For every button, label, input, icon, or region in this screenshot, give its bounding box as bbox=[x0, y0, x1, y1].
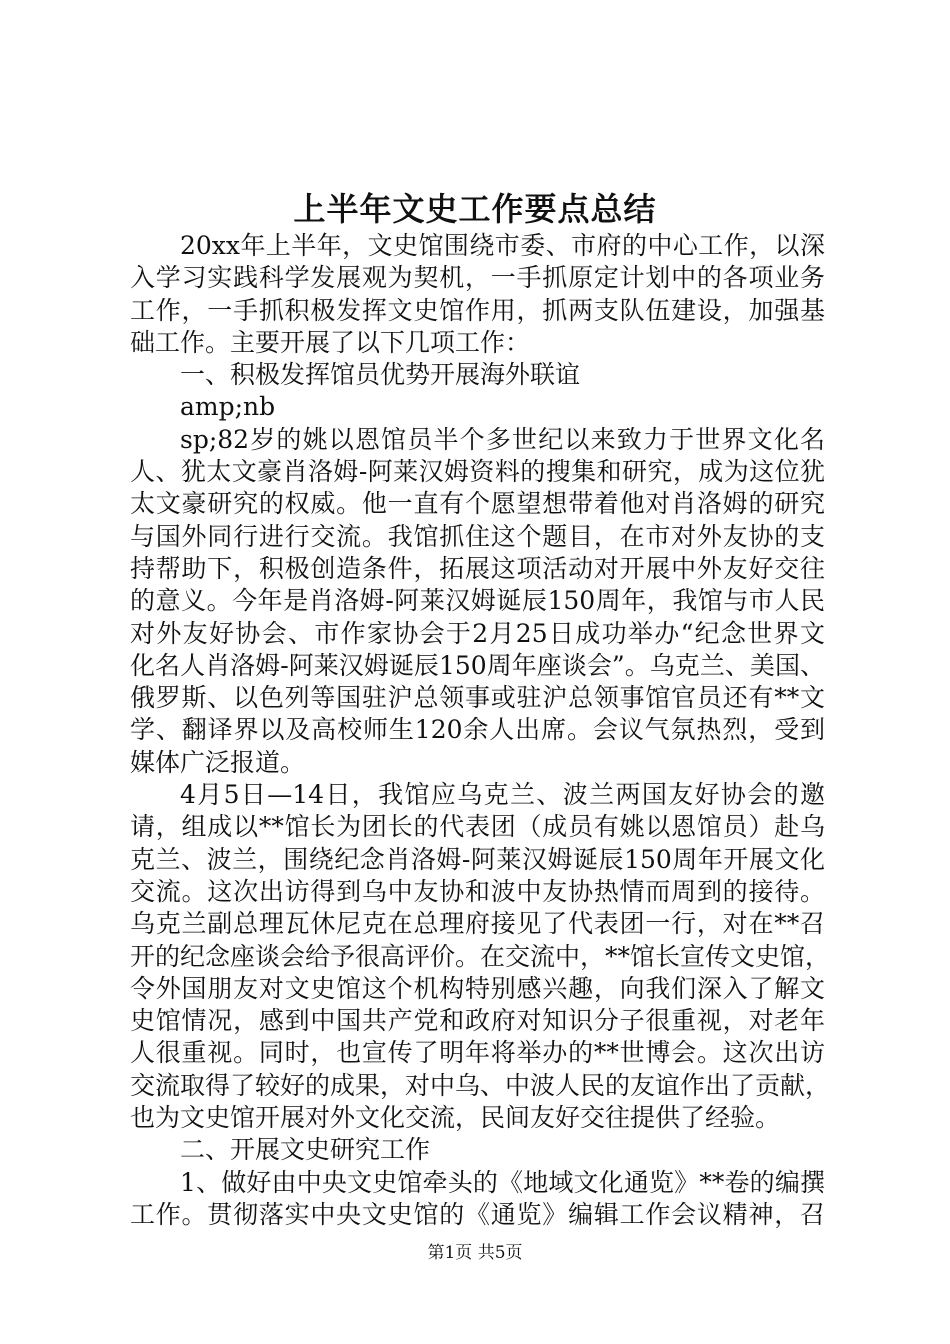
paragraph-line: 媒体广泛报道。 bbox=[130, 747, 306, 777]
document-title: 上半年文史工作要点总结 bbox=[293, 190, 657, 228]
section-heading: 一、积极发挥馆员优势开展海外联谊 bbox=[180, 360, 581, 390]
paragraph-line: 史馆情况，感到中国共产党和政府对知识分子很重视，对老年 bbox=[130, 1006, 825, 1036]
document-body bbox=[130, 230, 831, 1231]
paragraph-line: 开的纪念座谈会给予很高评价。在交流中，**馆长宣传文史馆， bbox=[130, 941, 831, 971]
paragraph-line: 对外友好协会、市作家协会于2月25日成功举办“纪念世界文 bbox=[130, 618, 825, 648]
paragraph-line: 交流取得了较好的成果，对中乌、中波人民的友谊作出了贡献， bbox=[130, 1070, 831, 1100]
paragraph-line: 太文豪研究的权威。他一直有个愿望想带着他对肖洛姆的研究 bbox=[130, 489, 825, 519]
paragraph-line: 也为文史馆开展对外文化交流，民间友好交往提供了经验。 bbox=[130, 1103, 781, 1133]
paragraph-line: 令外国朋友对文史馆这个机构特别感兴趣，向我们深入了解文 bbox=[130, 973, 825, 1003]
paragraph-line: 俄罗斯、以色列等国驻沪总领事或驻沪总领事馆官员还有**文 bbox=[130, 683, 825, 713]
paragraph-line: 4月5日—14日，我馆应乌克兰、波兰两国友好协会的邀 bbox=[180, 780, 825, 810]
paragraph-line: 的意义。今年是肖洛姆-阿莱汉姆诞辰150周年，我馆与市人民 bbox=[130, 586, 825, 616]
paragraph-line: 础工作。主要开展了以下几项工作： bbox=[130, 327, 531, 357]
paragraph-line: 请，组成以**馆长为团长的代表团（成员有姚以恩馆员）赴乌 bbox=[130, 812, 825, 842]
page-footer: 第1页 共5页 bbox=[427, 1243, 523, 1263]
paragraph-line: sp;82岁的姚以恩馆员半个多世纪以来致力于世界文化名 bbox=[180, 424, 825, 454]
paragraph-line: 克兰、波兰，围绕纪念肖洛姆-阿莱汉姆诞辰150周年开展文化 bbox=[130, 844, 825, 874]
paragraph-line: 20xx年上半年，文史馆围绕市委、市府的中心工作，以深 bbox=[180, 231, 825, 260]
paragraph-line: 人很重视。同时，也宣传了明年将举办的**世博会。这次出访 bbox=[130, 1038, 825, 1068]
paragraph-line: 人、犹太文豪肖洛姆-阿莱汉姆资料的搜集和研究，成为这位犹 bbox=[130, 457, 825, 487]
paragraph-line: 学、翻译界以及高校师生120余人出席。会议气氛热烈，受到 bbox=[130, 715, 825, 745]
paragraph-line: 交流。这次出访得到乌中友协和波中友协热情而周到的接待。 bbox=[130, 876, 825, 906]
paragraph-line: 1、做好由中央文史馆牵头的《地域文化通览》**卷的编撰 bbox=[180, 1167, 825, 1197]
paragraph-line: 入学习实践科学发展观为契机，一手抓原定计划中的各项业务 bbox=[130, 263, 825, 293]
paragraph-line: amp;nb bbox=[180, 392, 276, 422]
paragraph-line: 持帮助下，积极创造条件，拓展这项活动对开展中外友好交往 bbox=[130, 553, 825, 583]
paragraph-line: 与国外同行进行交流。我馆抓住这个题目，在市对外友协的支 bbox=[130, 521, 825, 551]
paragraph-line: 化名人肖洛姆-阿莱汉姆诞辰150周年座谈会”。乌克兰、美国、 bbox=[130, 650, 825, 680]
paragraph-line: 工作。贯彻落实中央文史馆的《通览》编辑工作会议精神，召 bbox=[130, 1199, 825, 1229]
paragraph-line: 工作，一手抓积极发挥文史馆作用，抓两支队伍建设，加强基 bbox=[130, 295, 825, 325]
paragraph-line: 乌克兰副总理瓦休尼克在总理府接见了代表团一行，对在**召 bbox=[130, 909, 825, 939]
section-heading: 二、开展文史研究工作 bbox=[180, 1135, 431, 1165]
